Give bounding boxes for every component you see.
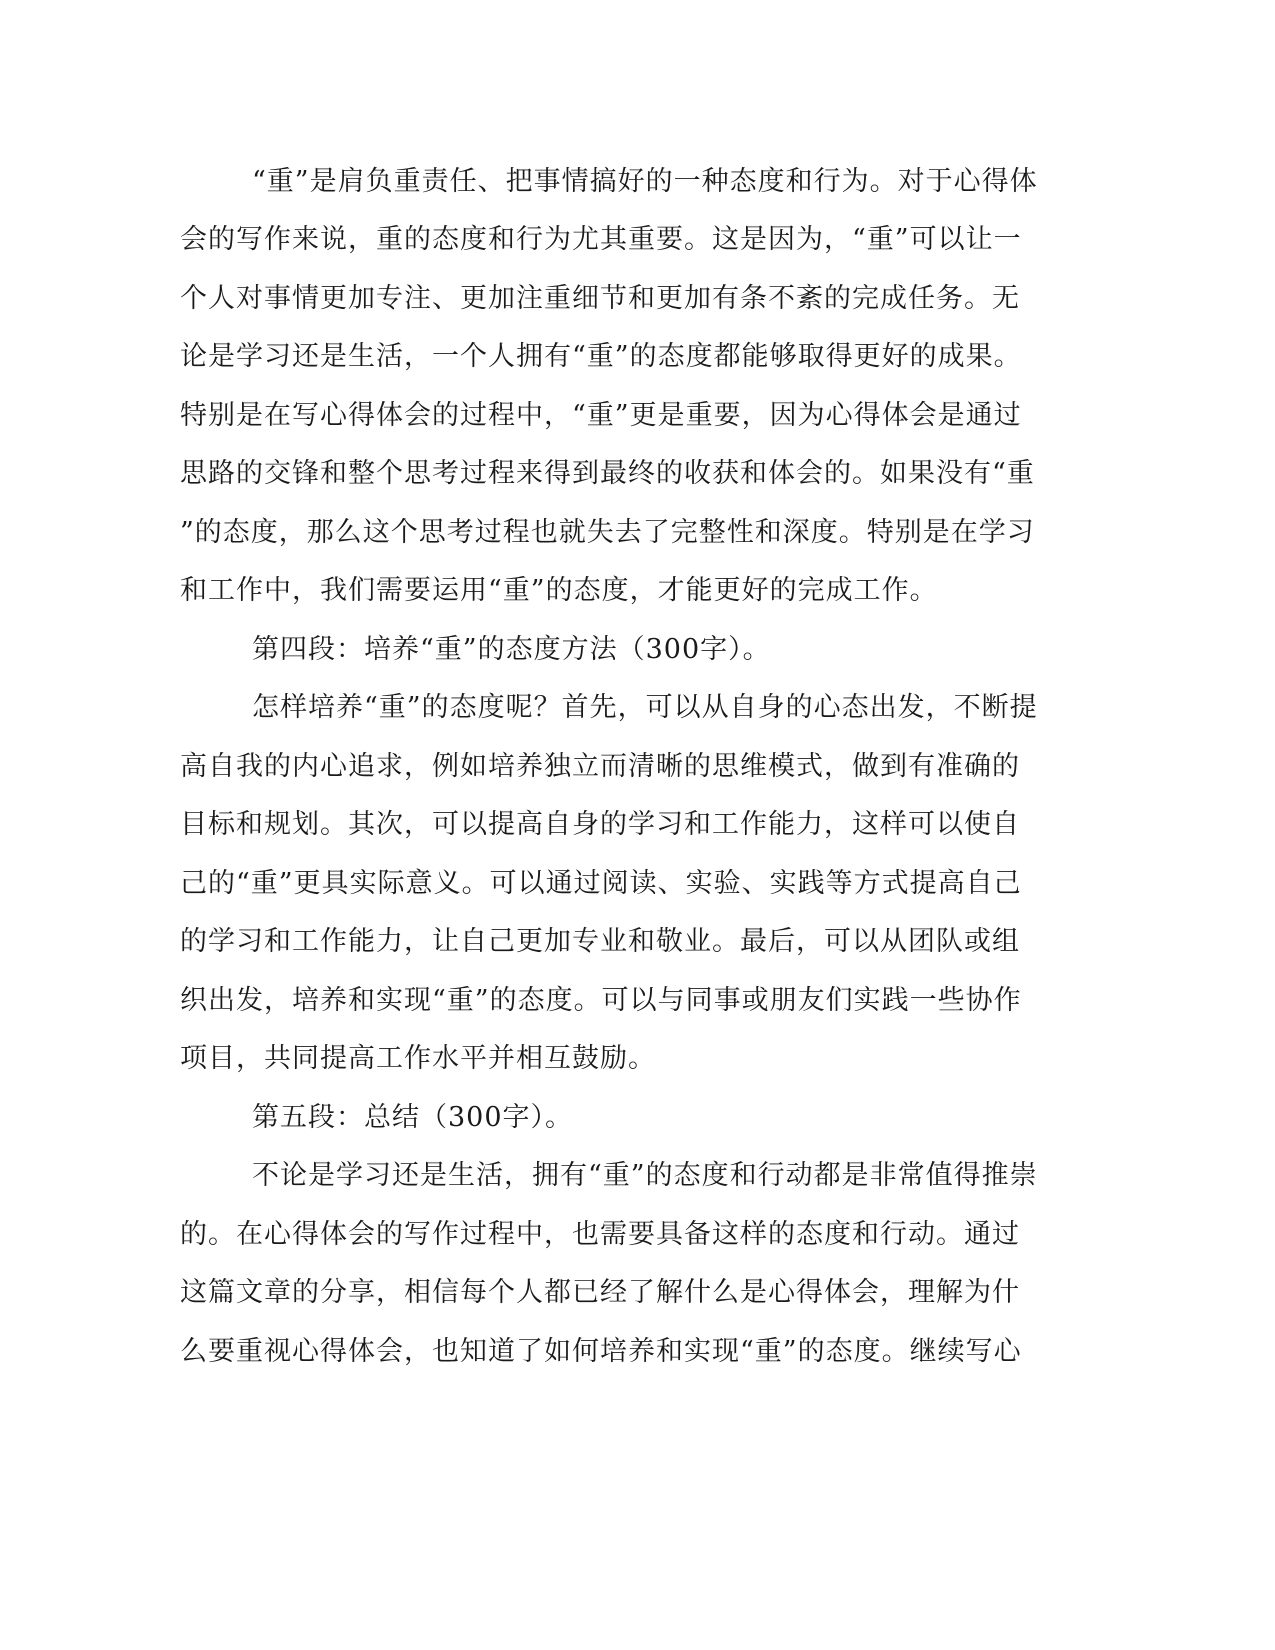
paragraph-3-line-2: 的。在心得体会的写作过程中，也需要具备这样的态度和行动。通过 bbox=[180, 1219, 1020, 1250]
paragraph-1-line-5: 特别是在写心得体会的过程中，“重”更是重要，因为心得体会是通过 bbox=[180, 400, 1022, 431]
section-five-heading: 第五段：总结（300字）。 bbox=[252, 1102, 574, 1133]
paragraph-2-line-2: 高自我的内心追求，例如培养独立而清晰的思维模式，做到有准确的 bbox=[180, 751, 1020, 782]
paragraph-1-line-4: 论是学习还是生活，一个人拥有“重”的态度都能够取得更好的成果。 bbox=[180, 341, 1022, 372]
paragraph-1-line-8: 和工作中，我们需要运用“重”的态度，才能更好的完成工作。 bbox=[180, 575, 938, 606]
section-four-heading: 第四段：培养“重”的态度方法（300字）。 bbox=[252, 634, 771, 665]
paragraph-1-line-7: ”的态度，那么这个思考过程也就失去了完整性和深度。特别是在学习 bbox=[180, 517, 1035, 548]
paragraph-3-line-3: 这篇文章的分享，相信每个人都已经了解什么是心得体会，理解为什 bbox=[180, 1277, 1020, 1308]
paragraph-2-line-7: 项目，共同提高工作水平并相互鼓励。 bbox=[180, 1043, 656, 1074]
paragraph-2-line-4: 己的“重”更具实际意义。可以通过阅读、实验、实践等方式提高自己 bbox=[180, 868, 1022, 899]
paragraph-2-line-1: 怎样培养“重”的态度呢？首先，可以从自身的心态出发，不断提 bbox=[252, 692, 1038, 723]
paragraph-3-line-1: 不论是学习还是生活，拥有“重”的态度和行动都是非常值得推崇 bbox=[252, 1160, 1038, 1191]
paragraph-2-line-5: 的学习和工作能力，让自己更加专业和敬业。最后，可以从团队或组 bbox=[180, 926, 1020, 957]
paragraph-2-line-6: 织出发，培养和实现“重”的态度。可以与同事或朋友们实践一些协作 bbox=[180, 985, 1022, 1016]
paragraph-2-line-3: 目标和规划。其次，可以提高自身的学习和工作能力，这样可以使自 bbox=[180, 809, 1020, 840]
paragraph-1-line-3: 个人对事情更加专注、更加注重细节和更加有条不紊的完成任务。无 bbox=[180, 283, 1020, 314]
paragraph-1-line-1: “重”是肩负重责任、把事情搞好的一种态度和行为。对于心得体 bbox=[252, 166, 1038, 197]
paragraph-3-line-4: 么要重视心得体会，也知道了如何培养和实现“重”的态度。继续写心 bbox=[180, 1336, 1022, 1367]
paragraph-1-line-6: 思路的交锋和整个思考过程来得到最终的收获和体会的。如果没有“重 bbox=[180, 458, 1035, 489]
paragraph-1-line-2: 会的写作来说，重的态度和行为尤其重要。这是因为，“重”可以让一 bbox=[180, 224, 1022, 255]
